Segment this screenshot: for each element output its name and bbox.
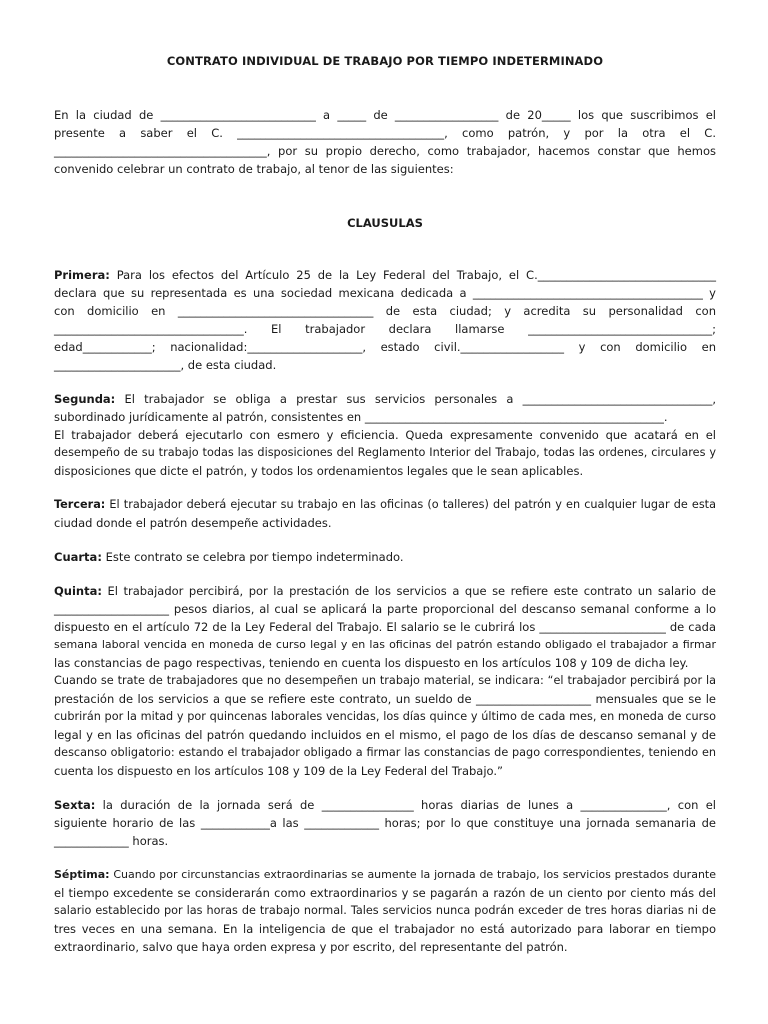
clause-cuarta <box>54 548 716 566</box>
clause-line: semana laboral vencida en moneda de curso legal y en las oficinas del patrón estando obligado el trabajador a firmar <box>54 638 716 651</box>
clause-label: Segunda: <box>54 392 116 406</box>
clause-line: el tiempo excedente se considerarán como extraordinarios y se pagarán a razón de un ciento por ciento más del <box>54 886 716 900</box>
intro-line: _____________________________________, por su propio derecho, como trabajador, hacemos constar que hemos <box>54 144 716 158</box>
clause-label: Cuarta: <box>54 550 102 564</box>
clause-line <box>54 266 716 284</box>
clause-text: El trabajador deberá ejecutar su trabajo en las oficinas (o talleres) del patrón y en cualquier lugar de esta <box>105 498 716 511</box>
clause-label: Séptima: <box>54 868 110 881</box>
clauses-heading: CLAUSULAS <box>347 216 423 230</box>
clause-line: _________________________________. El trabajador declara llamarse ________________________________; <box>54 322 716 336</box>
clause-line: las constancias de pago respectivas, teniendo en cuenta los dispuesto en los artículos 108 y 109 de dicha ley. <box>54 656 689 670</box>
clause-label: Quinta: <box>54 584 102 598</box>
clause-text: Para los efectos del Artículo 25 de la Ley Federal del Trabajo, el C._______________________________ <box>109 268 716 282</box>
clause-line: con domicilio en __________________________________ de esta ciudad; y acredita su personalidad con <box>54 304 716 318</box>
clause-text: la duración de la jornada será de ________________ horas diarias de lunes a _______________, con el <box>95 798 716 812</box>
clause-line: Cuando se trate de trabajadores que no desempeñen un trabajo material, se indicara: “el trabajador percibirá por la <box>54 674 716 687</box>
clause-line: salario establecido por las horas de trabajo normal. Tales servicios nunca podrán exceder de tres horas diarias ni de <box>54 904 716 917</box>
clause-line: ciudad donde el patrón desempeñe actividades. <box>54 516 332 530</box>
clause-text: Este contrato se celebra por tiempo indeterminado. <box>101 550 404 564</box>
clause-text: Cuando por circunstancias extraordinarias se aumente la jornada de trabajo, los servicios prestados durante <box>109 868 716 881</box>
clause-line: edad____________; nacionalidad:____________________, estado civil.__________________ y con domicilio en <box>54 340 716 354</box>
clause-line: _____________ horas. <box>54 834 169 848</box>
clause-label: Sexta: <box>54 798 96 812</box>
clause-segunda <box>54 390 716 480</box>
intro-paragraph <box>54 106 716 178</box>
clause-primera <box>54 266 716 374</box>
clause-line: subordinado jurídicamente al patrón, consistentes en ____________________________________________________. <box>54 410 668 424</box>
clause-label: Tercera: <box>54 498 106 511</box>
clause-line: declara que su representada es una sociedad mexicana dedicada a ________________________________________ y <box>54 286 716 300</box>
clause-line: siguiente horario de las ____________a las _____________ horas; por lo que constituye una jornada semanaria de <box>54 816 716 830</box>
clause-line <box>54 866 716 884</box>
clause-line: extraordinario, salvo que haya orden expresa y por escrito, del representante del patrón. <box>54 940 568 954</box>
clause-line: dispuesto en el artículo 72 de la Ley Federal del Trabajo. El salario se le cubrirá los ______________________ de cada <box>54 620 716 634</box>
document-title: CONTRATO INDIVIDUAL DE TRABAJO POR TIEMPO INDETERMINADO <box>166 54 604 68</box>
clause-line: El trabajador deberá ejecutarlo con esmero y eficiencia. Queda expresamente convenido que acatará en el <box>54 428 716 442</box>
clause-line: ______________________, de esta ciudad. <box>54 358 277 372</box>
clause-line: disposiciones que dicte el patrón, y todos los ordenamientos legales que le sean aplicables. <box>54 464 584 478</box>
clause-text: El trabajador percibirá, por la prestación de los servicios a que se refiere este contrato un salario de <box>101 584 716 598</box>
clause-septima <box>54 866 716 956</box>
clause-line: desempeño de su trabajo todas las disposiciones del Reglamento Interior del Trabajo, todas las ordenes, circulares y <box>54 446 716 459</box>
clause-line <box>54 496 716 514</box>
clause-line: cubrirán por la mitad y por quincenas laborales vencidas, los días quince y último de cada mes, en moneda de curso <box>54 710 716 723</box>
clause-sexta <box>54 796 716 850</box>
clause-line: legal y en las oficinas del patrón quedando incluidos en el mismo, el pago de los días de descanso semanal y de <box>54 728 716 742</box>
intro-line: presente a saber el C. ____________________________________, como patrón, y por la otra el C. <box>54 126 716 140</box>
intro-line: convenido celebrar un contrato de trabajo, al tenor de las siguientes: <box>54 162 454 176</box>
clause-line: descanso obligatorio: estando el trabajador obligado a firmar las constancias de pago correspondientes, teniendo en <box>54 746 716 759</box>
clause-line <box>54 390 716 408</box>
intro-line: En la ciudad de ___________________________ a _____ de __________________ de 20_____ los que suscribimos el <box>54 108 716 122</box>
clause-line <box>54 548 716 566</box>
clause-line: tres veces en una semana. En la inteligencia de que el trabajador no está autorizado para laborar en tiempo <box>54 922 716 936</box>
clause-line: cuenta los dispuesto en los artículos 108 y 109 de la Ley Federal del Trabajo.” <box>54 764 503 778</box>
clause-tercera <box>54 496 716 532</box>
clause-text: El trabajador se obliga a prestar sus servicios personales a _________________________________, <box>115 392 716 406</box>
clause-label: Primera: <box>54 268 110 282</box>
clause-line: ____________________ pesos diarios, al cual se aplicará la parte proporcional del descanso semanal conforme a lo <box>54 602 716 616</box>
clause-line <box>54 582 716 600</box>
clause-quinta <box>54 582 716 780</box>
clause-line: prestación de los servicios a que se refiere este contrato, un sueldo de ____________________ mensuales que se le <box>54 692 716 706</box>
clause-line <box>54 796 716 814</box>
